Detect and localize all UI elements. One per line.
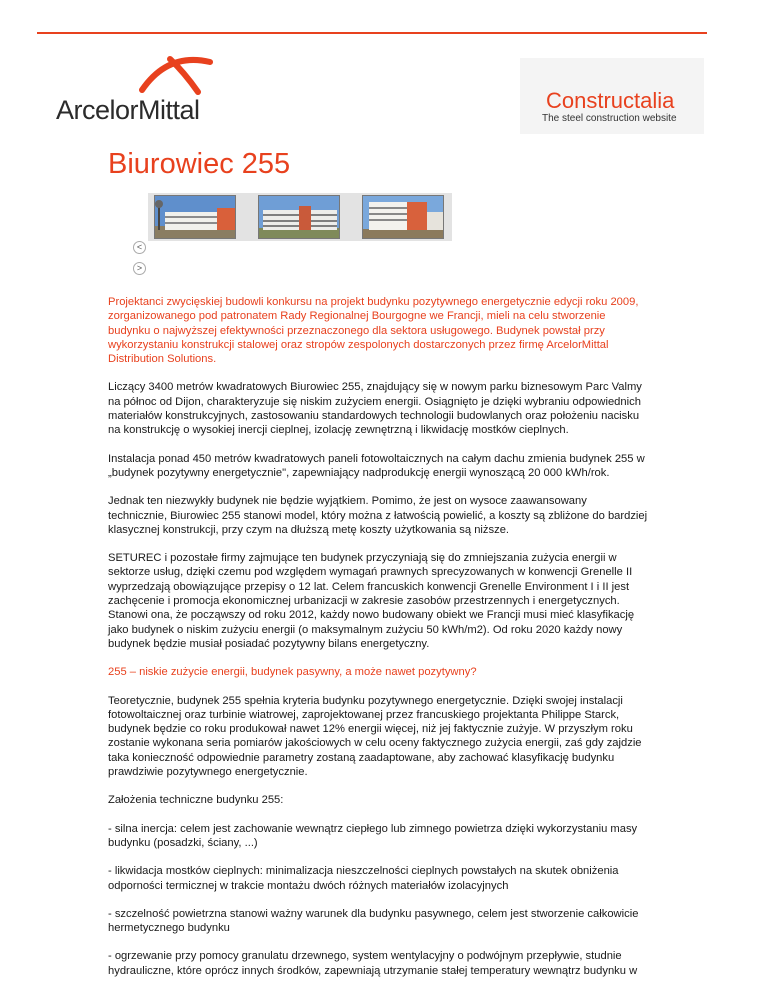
list-item: - silna inercja: celem jest zachowanie wewnątrz ciepłego lub zimnego powietrza dzięki wykorzystaniu masy budynku (posadzki, ściany, ...) <box>108 822 638 849</box>
gallery-prev-button[interactable] <box>133 241 146 254</box>
paragraph: Instalacja ponad 450 metrów kwadratowych paneli fotowoltaicznych na całym dachu zmienia budynek 255 w „budynek pozytywny energetycznie", zapewniający nadprodukcję energii wynoszącą 20 000 kWh/rok. <box>108 452 645 479</box>
article-body <box>108 295 648 992</box>
logo-text: ArcelorMittal <box>56 95 200 125</box>
building-photo-icon <box>155 196 236 239</box>
partner-tagline: The steel construction website <box>542 113 677 124</box>
paragraph: SETUREC i pozostałe firmy zajmujące ten budynek przyczyniają się do zmniejszania zużycia energii w sektorze usług, dzięki czemu pod względem wymagań prawnych sprecyzowanych w konwencji Grenelle II wyprzedzają obowiązujące przepisy o 12 lat. Celem francuskich konwencji Grenelle Environment I i II jest zachęcenie i promocja ekonomicznej urbanizacji w zakresie zasobów przestrzennych i energetycznych. Stanowi ona, że począwszy od roku 2012, każdy nowo budowany obiekt we Francji musi mieć klasyfikację jako budynek o niskim zużyciu energii (o maksymalnym zużyciu 50 kWh/m2). Od roku 2020 każdy nowy budynek będzie musiał posiadać pozytywny bilans energetyczny. <box>108 552 635 650</box>
partner-name: Constructalia <box>546 88 675 113</box>
image-gallery <box>148 193 452 241</box>
chevron-left-icon: < <box>136 242 143 252</box>
page-title: Biurowiec 255 <box>108 148 291 180</box>
constructalia-logo[interactable] <box>520 58 704 134</box>
paragraph: Jednak ten niezwykły budynek nie będzie wyjątkiem. Pomimo, że jest on wysoce zaawansowany technicznie, Biurowiec 255 stanowi model, który można z łatwością powielić, a koszty są zbliżone do bardziej klasycznej konstrukcji, przy czym na dłuższą metę koszty użytkowania są niższe. <box>108 495 648 536</box>
list-item: - likwidacja mostków cieplnych: minimalizacja nieszczelności cieplnych powstałych na skutek obniżenia odporności termicznej w trakcie montażu dwóch różnych materiałów izolacyjnych <box>108 865 619 892</box>
chevron-right-icon: > <box>136 263 143 273</box>
arcelormittal-logo <box>56 50 226 125</box>
arcelormittal-arc-icon <box>136 50 216 95</box>
section-subheading: 255 – niskie zużycie energii, budynek pasywny, a może nawet pozytywny? <box>108 666 477 679</box>
building-photo-icon <box>363 196 444 239</box>
gallery-thumbnail[interactable] <box>258 195 340 239</box>
gallery-thumbnail[interactable] <box>362 195 444 239</box>
paragraph: Liczący 3400 metrów kwadratowych Biurowiec 255, znajdujący się w nowym parku biznesowym Parc Valmy na północ od Dijon, charakteryzuje się niskim zużyciem energii. Osiągnięto je dzięki wybraniu odpowiednich materiałów konstrukcyjnych, zastosowaniu standardowych technologii budowlanych oraz położeniu nacisku na konstrukcję o wysokiej inercji cieplnej, izolację zewnętrzną i likwidację mostków cieplnych. <box>108 381 642 437</box>
gallery-next-button[interactable] <box>133 262 146 275</box>
paragraph: Założenia techniczne budynku 255: <box>108 794 284 807</box>
building-photo-icon <box>259 196 340 239</box>
top-rule <box>37 32 707 34</box>
list-item: - ogrzewanie przy pomocy granulatu drzewnego, system wentylacyjny o podwójnym przepływie, studnie hydrauliczne, które oprócz innych środków, zapewniają utrzymanie stałej temperatury wewnątrz budynku w <box>108 950 638 977</box>
list-item: - szczelność powietrzna stanowi ważny warunek dla budynku pasywnego, celem jest stworzenie całkowicie hermetycznego budynku <box>108 907 639 935</box>
gallery-thumbnail[interactable] <box>154 195 236 239</box>
lead-paragraph: Projektanci zwycięskiej budowli konkursu na projekt budynku pozytywnego energetycznie edycji roku 2009, zorganizowanego pod patronatem Rady Regionalnej Bourgogne we Francji, mieli na celu stworzenie budynku o najwyższej efektywności przeznaczonego dla sektora usługowego. Budynek powstał przy wykorzystaniu konstrukcji stalowej oraz stropów zespolonych dostarczonych przez firmę ArcelorMittal Distribution Solutions. <box>108 296 639 366</box>
paragraph: Teoretycznie, budynek 255 spełnia kryteria budynku pozytywnego energetycznie. Dzięki swojej instalacji fotowoltaicznej oraz turbinie wiatrowej, zaprojektowanej przez francuskiego projektanta Philippe Starck, budynek będzie co roku produkował nawet 12% energii więcej, niż jej faktycznie zużyje. W przyszłym roku zostanie wykonana seria pomiarów jakościowych w celu oceny faktycznego zużycia energii, zaś gdy zajdzie taka konieczność odpowiednie parametry zostaną zaadaptowane, aby zachować klasyfikację budynku prawdziwie pozytywnego energetycznie. <box>108 694 642 779</box>
